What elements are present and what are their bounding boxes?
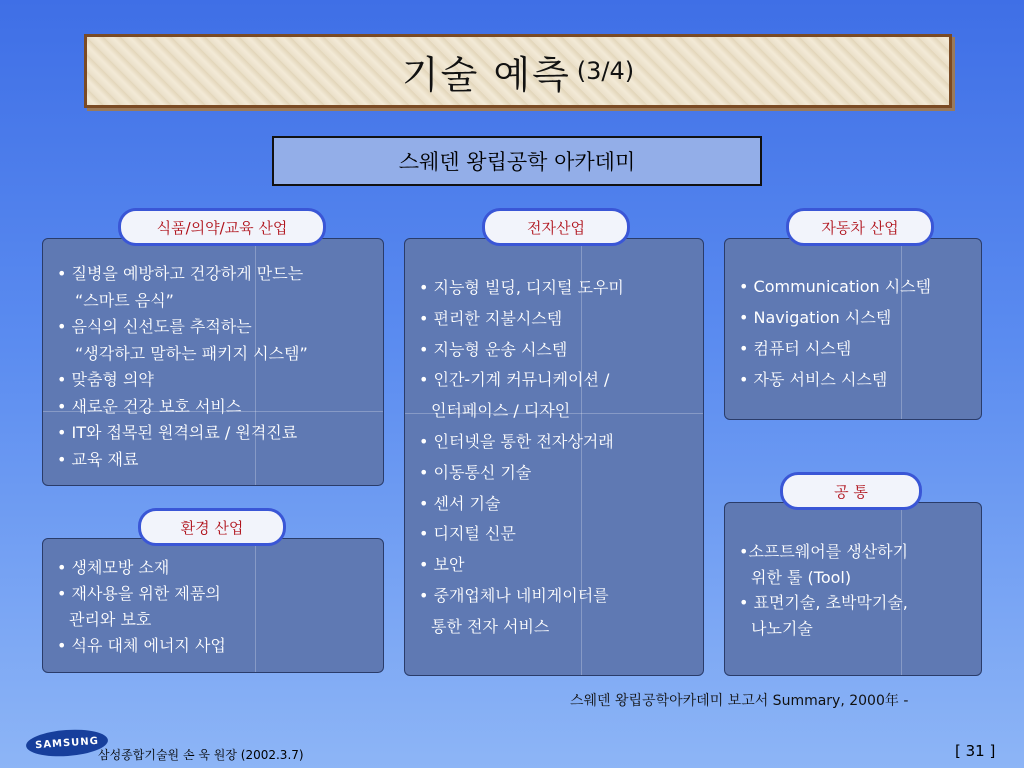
page-number: [ 31 ] [955, 742, 996, 760]
list-item: 나노기술 [751, 618, 813, 638]
list-item: • 인터넷을 통한 전자상거래 [419, 431, 614, 451]
list-item: 통한 전자 서비스 [431, 616, 550, 636]
title-banner [84, 34, 952, 108]
food-list [57, 261, 384, 473]
list-item: • 질병을 예방하고 건강하게 만드는 [57, 264, 304, 283]
panel-food [42, 238, 384, 486]
environment-list [57, 555, 384, 659]
author-credit: 삼성종합기술원 손 욱 원장 (2002.3.7) [98, 748, 304, 762]
list-item: 관리와 보호 [69, 610, 152, 629]
section-label-common: 공 통 [780, 472, 922, 510]
section-label-environment: 환경 산업 [138, 508, 286, 546]
list-item: • 인간-기계 커뮤니케이션 / [419, 370, 610, 390]
auto-list [739, 271, 982, 395]
list-item: • 재사용을 위한 제품의 [57, 584, 221, 603]
list-item: • Communication 시스템 [739, 277, 932, 296]
list-item: • 자동 서비스 시스템 [739, 370, 888, 389]
list-item: 위한 툴 (Tool) [751, 567, 852, 587]
electronics-list [419, 273, 704, 643]
list-item: • 석유 대체 에너지 사업 [57, 636, 226, 655]
subtitle-box: 스웨덴 왕립공학 아카데미 [272, 136, 762, 186]
panel-environment [42, 538, 384, 673]
list-item: “생각하고 말하는 패키지 시스템” [75, 343, 308, 363]
section-label-food: 식품/의약/교육 산업 [118, 208, 326, 246]
list-item: • 컴퓨터 시스템 [739, 339, 852, 358]
list-item: • Navigation 시스템 [739, 308, 892, 327]
list-item: • 디지털 신문 [419, 524, 516, 544]
list-item: • 보안 [419, 555, 465, 575]
list-item: • 표면기술, 초박막기술, [739, 593, 908, 612]
common-list [739, 539, 982, 641]
slide-title: 기술 예측 [401, 52, 571, 97]
list-item: • 음식의 신선도를 추적하는 [57, 317, 252, 336]
list-item: • 생체모방 소재 [57, 558, 170, 577]
list-item: •소프트웨어를 생산하기 [739, 542, 909, 561]
list-item: • 맞춤형 의약 [57, 370, 154, 389]
list-item: • 지능형 빌딩, 디지털 도우미 [419, 278, 624, 297]
list-item: “스마트 음식” [75, 290, 174, 310]
source-reference: 스웨덴 왕립공학아카데미 보고서 Summary, 2000年 - [570, 693, 909, 709]
panel-auto [724, 238, 982, 420]
list-item: • 편리한 지불시스템 [419, 308, 563, 328]
samsung-logo: SAMSUNG [25, 727, 109, 759]
list-item: • 센서 기술 [419, 493, 501, 513]
list-item: • 교육 재료 [57, 449, 139, 469]
list-item: • 중개업체나 네비게이터를 [419, 585, 609, 605]
panel-electronics [404, 238, 704, 676]
list-item: • 새로운 건강 보호 서비스 [57, 396, 242, 416]
list-item: • IT와 접목된 원격의료 / 원격진료 [57, 423, 298, 442]
list-item: • 이동통신 기술 [419, 462, 532, 482]
list-item: 인터페이스 / 디자인 [431, 401, 571, 421]
list-item: • 지능형 운송 시스템 [419, 339, 568, 359]
section-label-electronics: 전자산업 [482, 208, 630, 246]
panel-common [724, 502, 982, 676]
section-label-auto: 자동차 산업 [786, 208, 934, 246]
slide-title-part: (3/4) [576, 57, 635, 85]
